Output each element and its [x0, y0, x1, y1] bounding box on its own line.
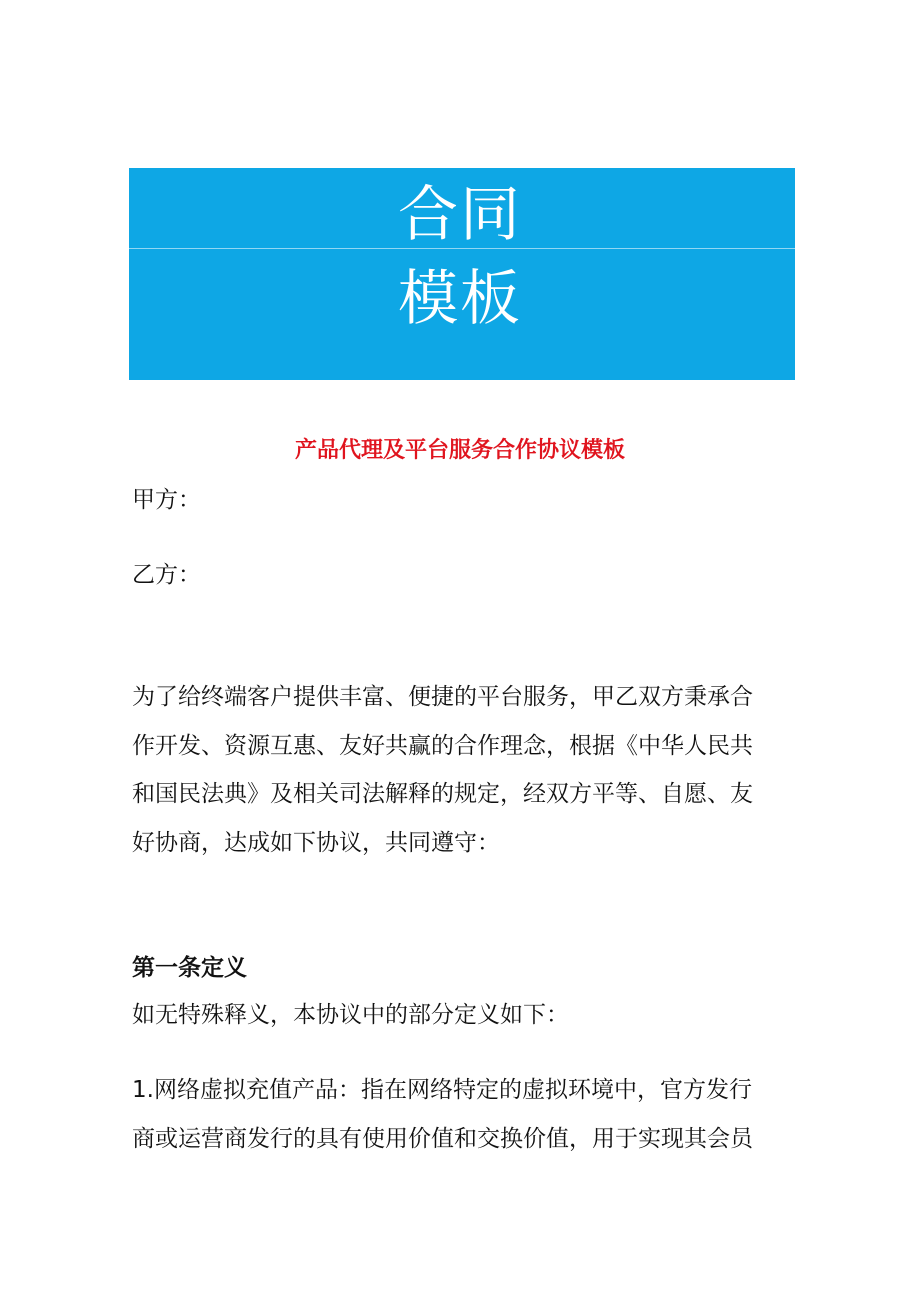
- definition-line: 商或运营商发行的具有使用价值和交换价值，用于实现其会员: [132, 1125, 753, 1152]
- intro-line: 作开发、资源互惠、友好共赢的合作理念，根据《中华人民共: [132, 732, 753, 759]
- article-1-intro: 如无特殊释义，本协议中的部分定义如下：: [132, 1002, 569, 1028]
- party-b-label: 乙方：: [132, 562, 201, 588]
- banner-title-line-1: 合同: [398, 180, 522, 250]
- banner-title-line-2: 模板: [398, 264, 522, 334]
- intro-line: 好协商，达成如下协议，共同遵守：: [132, 829, 500, 856]
- definition-line: 1.网络虚拟充值产品：指在网络特定的虚拟环境中，官方发行: [132, 1077, 752, 1103]
- intro-paragraph: [132, 673, 794, 867]
- article-1-heading: 第一条定义: [132, 955, 247, 981]
- party-a-label: 甲方：: [132, 487, 201, 513]
- definition-1-paragraph: [132, 1066, 794, 1163]
- intro-line: 为了给终端客户提供丰富、便捷的平台服务，甲乙双方秉承合: [132, 684, 753, 710]
- document-title: 产品代理及平台服务合作协议模板: [294, 438, 625, 463]
- intro-line: 和国民法典》及相关司法解释的规定，经双方平等、自愿、友: [132, 781, 753, 807]
